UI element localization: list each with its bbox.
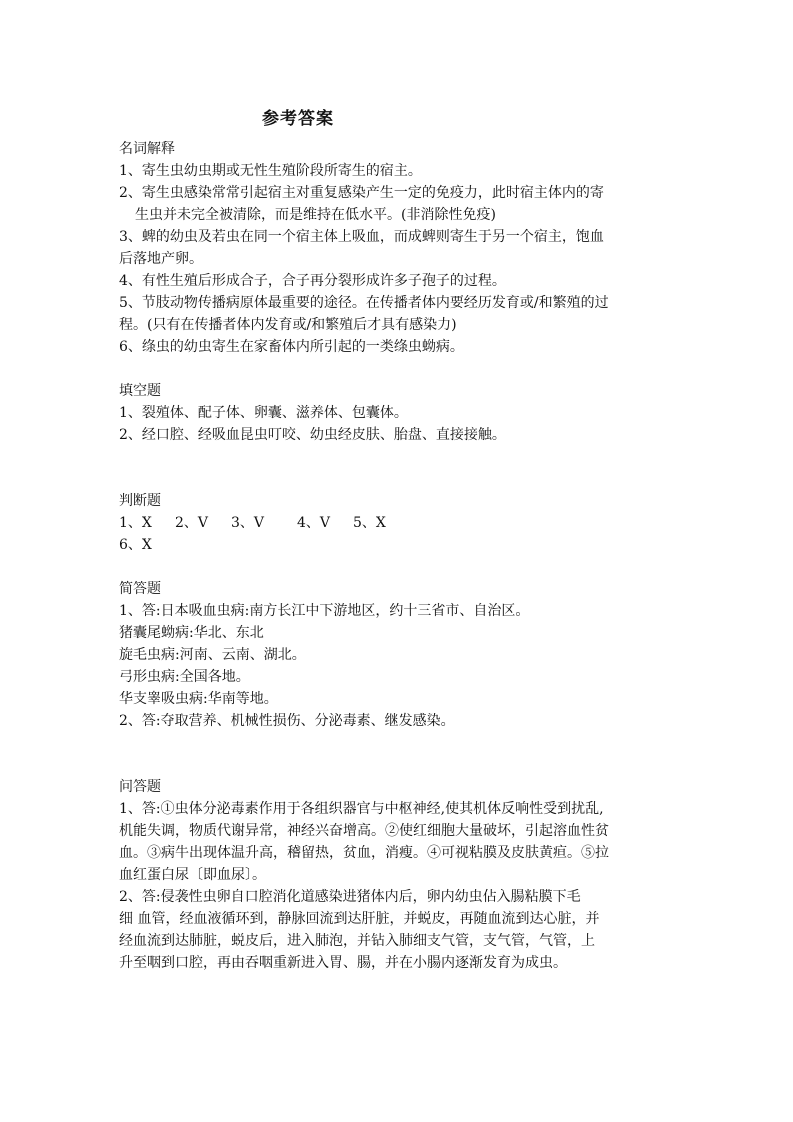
page-title: 参考答案 bbox=[262, 109, 334, 129]
answer-line: 5、节肢动物传播病原体最重要的途径。在传播者体内要经历发育或/和繁殖的过 bbox=[119, 295, 609, 311]
answer-line: 旋毛虫病:河南、云南、湖北。 bbox=[119, 647, 306, 663]
answer-line: 2、寄生虫感染常常引起宿主对重复感染产生一定的免疫力，此时宿主体内的寄 bbox=[119, 185, 604, 201]
section-heading-panduan: 判断题 bbox=[119, 493, 161, 509]
tf-answer: 4、V bbox=[297, 515, 331, 531]
answer-line: 细 血管，经血液循环到，静脉回流到达肝脏，并蜕皮，再随血流到达心脏，并 bbox=[119, 911, 600, 927]
answer-line: 2、答:侵袭性虫卵自口腔消化道感染进猪体内后，卵内幼虫佔入腸粘膜下毛 bbox=[119, 889, 581, 905]
answer-line: 1、答:①虫体分泌毒素作用于各组织器官与中枢神经,使其机体反响性受到扰乱, bbox=[119, 801, 604, 817]
answer-line: 升至咽到口腔，再由吞咽重新进入胃、腸，并在小腸内逐渐发育为成虫。 bbox=[119, 955, 567, 971]
answer-content bbox=[119, 138, 685, 974]
answer-line: 2、经口腔、经吸血昆虫叮咬、幼虫经皮肤、胎盘、直接接触。 bbox=[119, 427, 506, 443]
answer-line: 后落地产卵。 bbox=[119, 251, 203, 267]
answer-line: 1、答:日本吸血虫病:南方长江中下游地区，约十三省市、自治区。 bbox=[119, 603, 530, 619]
tf-answer: 2、V bbox=[175, 515, 209, 531]
section-heading-tiankong: 填空题 bbox=[119, 383, 161, 399]
tf-answer: 1、X bbox=[119, 515, 152, 531]
answer-line: 血红蛋白尿〔即血尿〕。 bbox=[119, 867, 266, 883]
answer-line: 华支睾吸虫病:华南等地。 bbox=[119, 691, 278, 707]
tf-answer: 5、X bbox=[353, 515, 386, 531]
section-heading-wenda: 问答题 bbox=[119, 779, 161, 795]
answer-line: 1、裂殖体、配子体、卵囊、滋养体、包囊体。 bbox=[119, 405, 408, 421]
tf-answer: 3、V bbox=[231, 515, 265, 531]
answer-line: 弓形虫病:全国各地。 bbox=[119, 669, 250, 685]
answer-line: 4、有性生殖后形成合子，合子再分裂形成许多子孢子的过程。 bbox=[119, 273, 506, 289]
answer-line: 血。③病牛出现体温升高，稽留热，贫血，消瘦。④可视粘膜及皮肤黄疸。⑤拉 bbox=[119, 845, 609, 861]
answer-line: 6、绦虫的幼虫寄生在家畜体内所引起的一类绦虫蚴病。 bbox=[119, 339, 464, 355]
true-false-row bbox=[119, 512, 685, 534]
section-heading-jianda: 简答题 bbox=[119, 581, 161, 597]
tf-answer: 6、X bbox=[119, 537, 152, 553]
answer-line: 猪囊尾蚴病:华北、东北 bbox=[119, 625, 264, 641]
answer-line: 经血流到达肺脏，蜕皮后，进入肺泡，并钻入肺细支气管，支气管，气管，上 bbox=[119, 933, 595, 949]
answer-line: 1、寄生虫幼虫期或无性生殖阶段所寄生的宿主。 bbox=[119, 163, 422, 179]
section-heading-mingci: 名词解释 bbox=[119, 141, 175, 157]
answer-line: 3、蜱的幼虫及若虫在同一个宿主体上吸血，而成蜱则寄生于另一个宿主，饱血 bbox=[119, 229, 604, 245]
answer-line: 机能失调，物质代谢异常，神经兴奋增高。②使红细胞大量破坏，引起溶血性贫 bbox=[119, 823, 609, 839]
answer-line: 生虫并未完全被清除，而是维持在低水平。(非消除性免疫) bbox=[135, 207, 496, 223]
answer-line: 程。(只有在传播者体内发育或/和繁殖后才具有感染力) bbox=[119, 317, 457, 333]
answer-line: 2、答:夺取营养、机械性损伤、分泌毒素、继发感染。 bbox=[119, 713, 455, 729]
